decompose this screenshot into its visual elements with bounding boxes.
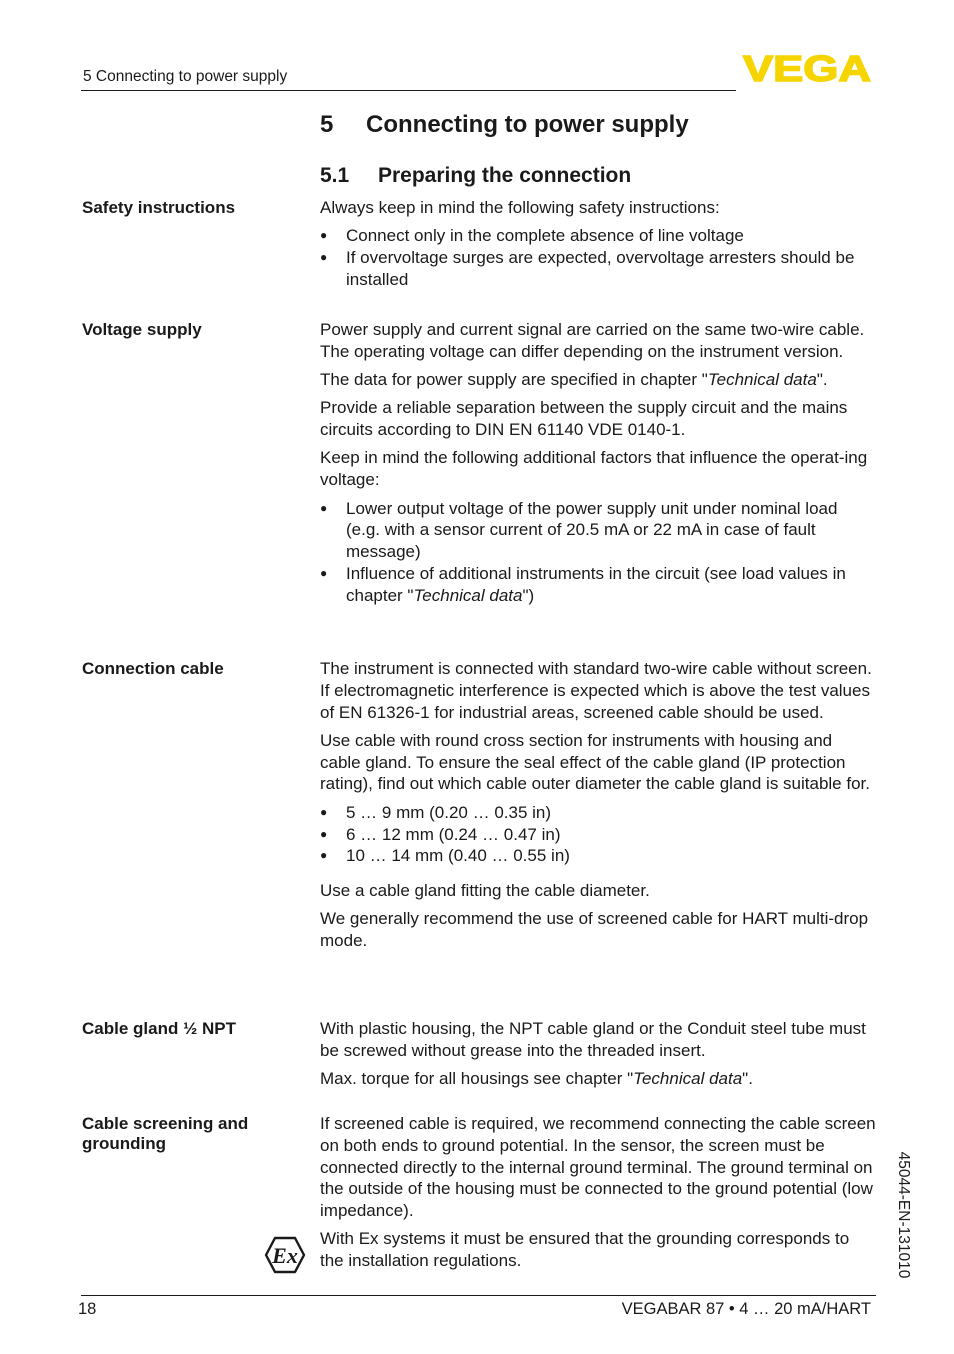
list-item: ● Connect only in the complete absence of line voltage [320, 225, 876, 247]
voltage-block [320, 319, 876, 607]
gland-paragraph: With plastic housing, the NPT cable gland or the Conduit steel tube must be screwed without grease into the threaded insert. [320, 1019, 866, 1060]
safety-block [320, 197, 876, 291]
cable-paragraph: Use cable with round cross section for instruments with housing and cable gland. To ensure the seal effect of the cable gland (IP protection rating), find out which cable outer diameter the cable gland is suitable for. [320, 730, 870, 794]
voltage-paragraph: Provide a reliable separation between the supply circuit and the mains circuits according to DIN EN 61140 VDE 0140-1. [320, 398, 848, 440]
label-connection-cable: Connection cable [82, 659, 224, 678]
list-item: ● Lower output voltage of the power supply unit under nominal load (e.g. with a sensor current of 20.5 mA or 22 mA in case of fault message) [320, 498, 876, 563]
section-title [320, 164, 631, 188]
svg-text:VEGA: VEGA [743, 52, 871, 84]
label-voltage-supply: Voltage supply [82, 320, 202, 339]
vega-logo [741, 52, 873, 84]
voltage-list [320, 498, 876, 607]
section-title-text: Preparing the connection [378, 164, 632, 187]
page-number: 18 [78, 1300, 97, 1318]
gland-block [320, 1018, 876, 1096]
document-number: 45044-EN-131010 [895, 1151, 912, 1279]
svg-text:Ex: Ex [272, 1243, 298, 1268]
screening-block [320, 1113, 876, 1279]
header-rule [81, 90, 736, 91]
label-cable-screening: Cable screening and grounding [82, 1114, 249, 1153]
cable-diameter-list [320, 802, 876, 867]
safety-list [320, 225, 876, 290]
product-name: VEGABAR 87 • 4 … 20 mA/HART [621, 1300, 871, 1318]
chapter-title [320, 111, 689, 139]
label-cable-gland: Cable gland ½ NPT [82, 1019, 236, 1038]
chapter-title-text: Connecting to power supply [366, 111, 689, 138]
voltage-paragraph: Power supply and current signal are carried on the same two-wire cable. The operating voltage can differ depending on the instrument version. [320, 320, 865, 361]
voltage-paragraph: The data for power supply are specified in chapter "Technical data". [320, 370, 828, 390]
screening-paragraph: If screened cable is required, we recommend connecting the cable screen on both ends to ground potential. In the sensor, the screen must be connected directly to the internal ground terminal. The ground terminal on the outside of the housing must be connected to the ground potential (low impedance). [320, 1114, 876, 1221]
list-item: ● If overvoltage surges are expected, overvoltage arresters should be installed [320, 247, 876, 291]
ex-hexagon-icon [264, 1236, 306, 1274]
list-item: ● 6 … 12 mm (0.24 … 0.47 in) [320, 824, 876, 846]
cable-paragraph: Use a cable gland fitting the cable diameter. [320, 881, 650, 901]
voltage-paragraph: Keep in mind the following additional factors that influence the operat-ing voltage: [320, 448, 868, 490]
cable-paragraph: We generally recommend the use of screened cable for HART multi-drop mode. [320, 909, 869, 951]
screening-paragraph: With Ex systems it must be ensured that the grounding corresponds to the installation regulations. [320, 1229, 850, 1271]
label-safety-instructions: Safety instructions [82, 198, 236, 217]
chapter-number: 5 [320, 111, 334, 138]
cable-paragraph: The instrument is connected with standard two-wire cable without screen. If electromagnetic interference is expected which is above the test values of EN 61326-1 for industrial areas, screened cable should be used. [320, 659, 872, 722]
safety-intro: Always keep in mind the following safety instructions: [320, 198, 720, 217]
list-item: ● 5 … 9 mm (0.20 … 0.35 in) [320, 802, 876, 824]
running-header: 5 Connecting to power supply [83, 68, 288, 85]
footer-rule [81, 1295, 876, 1296]
list-item: ● 10 … 14 mm (0.40 … 0.55 in) [320, 845, 876, 867]
section-number: 5.1 [320, 164, 350, 187]
list-item: ● Influence of additional instruments in the circuit (see load values in chapter "Technical data") [320, 563, 876, 607]
cable-block [320, 658, 876, 959]
gland-paragraph: Max. torque for all housings see chapter "Technical data". [320, 1069, 753, 1089]
